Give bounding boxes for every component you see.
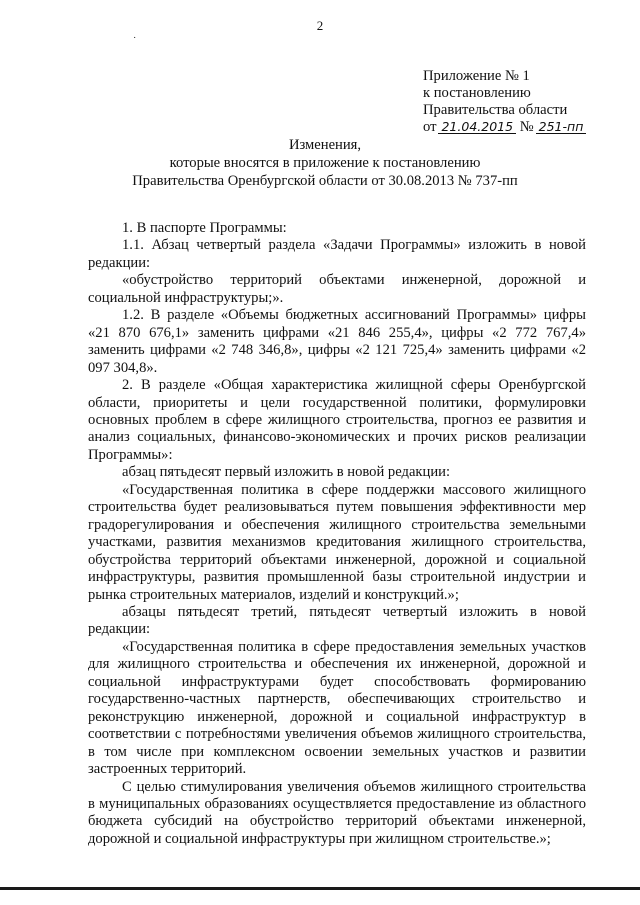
scan-speck: ˙	[133, 36, 137, 47]
appendix-line-2: к постановлению	[423, 85, 531, 101]
paragraph: «обустройство территорий объектами инженерной, дорожной и социальной инфраструктуры;».	[88, 272, 586, 306]
appendix-line-3: Правительства области	[423, 102, 568, 118]
title-line-3: Правительства Оренбургской области от 30.08.2013 № 737-пп	[132, 173, 518, 189]
paragraph: 1.2. В разделе «Объемы бюджетных ассигнований Программы» цифры «21 870 676,1» заменить цифрами «21 846 255,4», цифры «2 772 767,4» заменить цифрами «2 748 346,8», цифры «2 121 725,4» заменить цифрами «2 097 304,8».	[88, 307, 586, 376]
paragraph: 1. В паспорте Программы:	[122, 220, 287, 236]
page-number: 2	[316, 18, 324, 33]
document-body	[88, 220, 586, 848]
paragraph: абзац пятьдесят первый изложить в новой редакции:	[122, 464, 450, 481]
date-prefix: от	[423, 119, 437, 135]
title-line-2: которые вносятся в приложение к постановлению	[169, 155, 481, 171]
paragraph: 1.1. Абзац четвертый раздела «Задачи Программы» изложить в новой редакции:	[88, 237, 586, 271]
handwritten-date: 21.04.2015	[438, 120, 516, 134]
paragraph: «Государственная политика в сфере поддержки массового жилищного строительства будет реализовываться путем повышения эффективности мер градорегулирования и обеспечения жилищного строительства земельными участками, развития механизмов кредитования жилищного строительства, обустройства территорий объектами инженерной, дорожной и социальной инфраструктуры, развития промышленной базы строительной индустрии и рынка строительных материалов, изделий и конструкций.»;	[88, 481, 586, 603]
bottom-scan-edge	[0, 887, 640, 890]
appendix-line-1: Приложение № 1	[423, 68, 530, 84]
appendix-header	[423, 68, 586, 136]
paragraph: «Государственная политика в сфере предоставления земельных участков для жилищного строительства и обеспечения их инженерной, дорожной и социальной инфраструктурами будет способствовать формированию государственно-частных партнерств, обеспечивающих строительство и реконструкцию инженерной, дорожной и социальной инфраструктур в соответствии с потребностями увеличения объемов жилищного строительства, в том числе при комплексном освоении земельных участков и развитии застроенных территорий.	[88, 638, 586, 778]
paragraph: абзацы пятьдесят третий, пятьдесят четвертый изложить в новой редакции:	[88, 603, 586, 638]
handwritten-number: 251-пп	[536, 120, 587, 134]
title-line-1: Изменения,	[288, 137, 362, 153]
appendix-signature-line	[423, 119, 586, 136]
paragraph: 2. В разделе «Общая характеристика жилищной сферы Оренбургской области, приоритеты и цели государственной политики, формулировки основных проблем в сфере жилищного строительства, прогноз ее развития и анализ социальных, финансово-экономических и прочих рисков реализации Программы»:	[88, 377, 586, 463]
paragraph: С целью стимулирования увеличения объемов жилищного строительства в муниципальных образованиях осуществляется предоставление из областного бюджета субсидий на обустройство территорий объектами инженерной, дорожной и социальной инфраструктуры при жилищном строительстве.»;	[88, 778, 586, 847]
number-prefix: №	[519, 119, 534, 135]
document-title	[60, 136, 590, 190]
